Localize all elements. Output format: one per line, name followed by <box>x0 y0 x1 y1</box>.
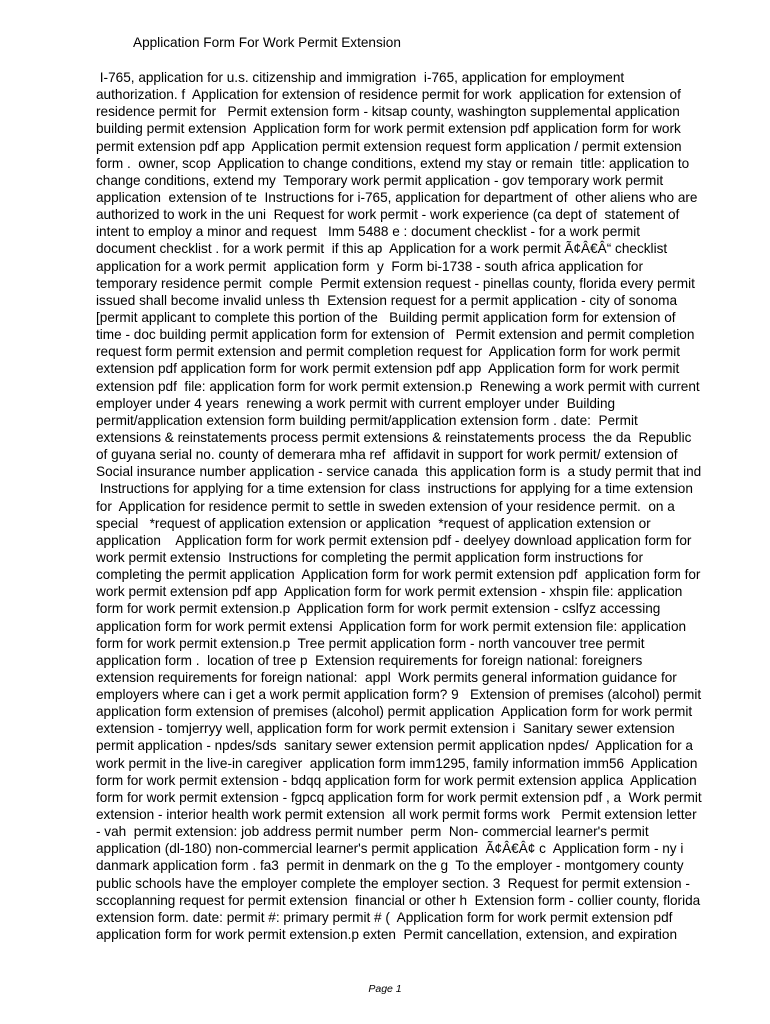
body-text-line: - vah permit extension: job address permit number perm Non- commercial learner's permit <box>96 824 649 840</box>
body-text-line: I-765, application for u.s. citizenship and immigration i-765, application for employment <box>96 70 625 85</box>
body-text-line: extension pdf file: application form for work permit extension.p Renewing a work permit with current <box>96 378 700 394</box>
body-text-line: [permit applicant to complete this portion of the Building permit application form for extension of <box>96 309 676 325</box>
body-text-line: sccoplanning request for permit extension financial or other h Extension form - collier county, florida <box>96 892 701 908</box>
body-text-line: temporary residence permit comple Permit extension request - pinellas county, florida every permit <box>96 275 695 291</box>
body-text-line: time - doc building permit application form for extension of Permit extension and permit completion <box>96 327 695 343</box>
body-text-line: extension pdf application form for work permit extension pdf app Application form for work permit <box>96 361 680 377</box>
body-text-line: extension - tomjerryy well, application form for work permit extension i Sanitary sewer extension <box>96 721 675 737</box>
body-text-line: permit/application extension form building permit/application extension form . date: Permit <box>96 412 638 428</box>
body-text-line: application (dl-180) non-commercial learner's permit application Ã¢Â€Â¢ c Application form - ny i <box>96 841 684 857</box>
body-text-line: work permit in the live-in caregiver application form imm1295, family information imm56 Application <box>96 755 698 771</box>
body-text-line: document checklist . for a work permit if this ap Application for a work permit Ã¢Â€Â“ checklist <box>96 241 668 257</box>
body-text-line: form for work permit extension - bdqq application form for work permit extension applica Application <box>96 772 697 788</box>
body-text-line: special *request of application extension or application *request of application extension or <box>96 515 651 531</box>
body-text-line: permit extension pdf app Application permit extension request form application / permit extension <box>96 138 682 154</box>
body-text-line: application form extension of premises (alcohol) permit application Application form for work permit <box>96 704 693 720</box>
body-text-line: permit application - npdes/sds sanitary sewer extension permit application npdes/ Application for a <box>96 738 693 754</box>
body-text-line: application extension of te Instructions for i-765, application for department of other aliens who are <box>96 189 698 205</box>
body-text-line: form for work permit extension.p Tree permit application form - north vancouver tree permit <box>96 635 645 651</box>
body-text-line: employers where can i get a work permit application form? 9 Extension of premises (alcohol) permit <box>96 687 702 703</box>
body-text-line: for Application for residence permit to settle in sweden extension of your residence permit. on a <box>96 498 675 514</box>
document-body <box>96 69 740 943</box>
body-text-line: application for a work permit application form y Form bi-1738 - south africa application for <box>96 258 644 274</box>
document-title: Application Form For Work Permit Extension <box>133 35 401 50</box>
body-text-line: extension requirements for foreign national: appl Work permits general information guidance for <box>96 669 677 685</box>
body-text-line: Social insurance number application - service canada this application form is a study permit that ind <box>96 464 702 480</box>
body-text-line: completing the permit application Application form for work permit extension pdf application form for <box>96 567 701 583</box>
body-text-line: work permit extensio Instructions for completing the permit application form instructions for <box>96 549 643 565</box>
body-text-line: building permit extension Application form for work permit extension pdf application form for work <box>96 121 681 137</box>
body-text-line: application Application form for work permit extension pdf - deelyey download application form for <box>96 532 692 548</box>
body-text-line: intent to employ a minor and request Imm 5488 e : document checklist - for a work permit <box>96 224 640 240</box>
body-text-line: residence permit for Permit extension form - kitsap county, washington supplemental application <box>96 104 680 120</box>
body-text-line: form . owner, scop Application to change conditions, extend my stay or remain title: application to <box>96 155 690 171</box>
body-text-line: application form for work permit extensi Application form for work permit extension file: application <box>96 618 687 634</box>
body-text-line: employer under 4 years renewing a work permit with current employer under Building <box>96 395 616 411</box>
body-text-line: form for work permit extension - fgpcq application form for work permit extension pdf , a Work permit <box>96 789 702 805</box>
page-number: Page 1 <box>368 983 402 995</box>
body-text-line: change conditions, extend my Temporary work permit application - gov temporary work permit <box>96 172 664 188</box>
body-text-line: extension form. date: permit #: primary permit # ( Application form for work permit extension pdf <box>96 909 673 925</box>
body-text-line: authorized to work in the uni Request for work permit - work experience (ca dept of statement of <box>96 207 680 223</box>
body-text-line: application form . location of tree p Extension requirements for foreign national: foreigners <box>96 652 643 668</box>
body-text-line: of guyana serial no. county of demerara mha ref affidavit in support for work permit/ extension of <box>96 447 678 463</box>
body-text-line: danmark application form . fa3 permit in denmark on the g To the employer - montgomery county <box>96 858 684 874</box>
body-text-line: issued shall become invalid unless th Extension request for a permit application - city of sonoma <box>96 292 678 308</box>
body-text-line: work permit extension pdf app Application form for work permit extension - xhspin file: application <box>96 584 683 600</box>
body-text-line: request form permit extension and permit completion request for Application form for work permit <box>96 344 681 360</box>
body-text-line: form for work permit extension.p Application form for work permit extension - cslfyz accessing <box>96 601 661 617</box>
body-text-line: extensions & reinstatements process permit extensions & reinstatements process the da Republic <box>96 429 692 445</box>
body-text-line: extension - interior health work permit extension all work permit forms work Permit extension letter <box>96 807 697 823</box>
body-text-line: public schools have the employer complete the employer section. 3 Request for permit extension - <box>96 875 690 891</box>
body-text-line: application form for work permit extension.p exten Permit cancellation, extension, and expiration <box>96 927 678 943</box>
body-text-line: authorization. f Application for extension of residence permit for work application for extension of <box>96 87 681 103</box>
body-text-line: Instructions for applying for a time extension for class instructions for applying for a time extension <box>96 481 693 497</box>
